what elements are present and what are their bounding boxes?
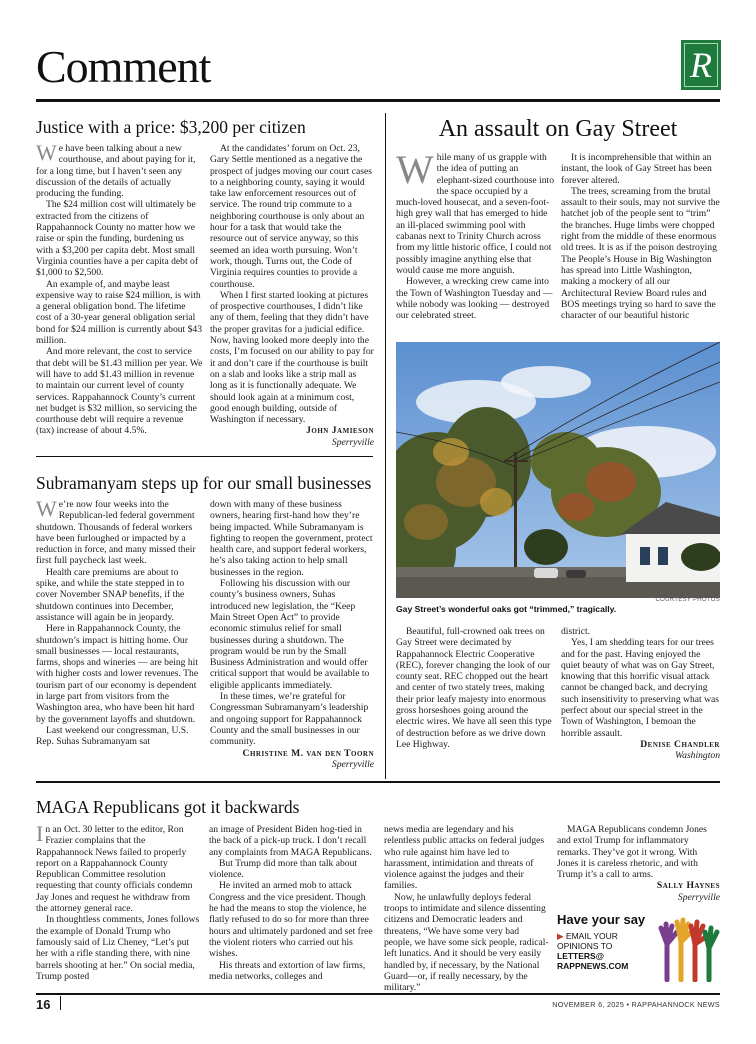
article-headline-gay-street: An assault on Gay Street — [438, 116, 678, 142]
author-place: Sperryville — [331, 436, 374, 448]
masthead-rule — [36, 99, 720, 102]
promo-title: Have your say — [557, 912, 646, 927]
author-name: Sally Haynes — [656, 880, 720, 892]
photo-caption: Gay Street’s wonderful oaks got “trimmed,” tragically. — [396, 604, 617, 614]
arrow-right-icon: ▶ — [557, 931, 564, 941]
author-name: Denise Chandler — [640, 738, 720, 750]
photo-credit: COURTESY PHOTOS — [655, 597, 720, 603]
article-justice-col2: At the candidates’ forum on Oct. 23, Gary Settle mentioned as a negative the prospect of judges moving our court cases to a neighboring county, saying it would take law enforcement resources out of service. The round trip commute to a neighboring courthouse is only about an hour for a task that would take the resource out of service anyway, so this seemed an idea worth pursuing. Won’t work, though. Turns out, the Code of Virginia requires counties to provide a courthouse. When I first started looking at pictures of prospective courthouses, I didn’t like any of them, feeling that they didn’t have the proper gravitas for a judicial edifice. Now, having looked more deeply into the costs, I’m focused on our ability to pay for it and don’t care if the courthouse is built on a slab and looks like a strip mall as long as it is functionally adequate. We should look again at a minimum cost, good enough building, outside of Washington if necessary. John Jamieson Sperryville — [210, 143, 374, 448]
author-place: Washington — [675, 750, 720, 762]
article-gay-street-col1: While many of us grapple with the idea of putting an elephant-sized courthouse into the space occupied by a much-loved housecat, and a seven-foot-high grey wall that has emerged to hide an ill-placed swimming pool with cabanas next to Trinity Church across from my little historic office, I could not possibly imagine anything else that would cause me more anguish. However, a wrecking crew came into the Town of Washington Tuesday and — while nobody was looking — destroyed our celebrated street. — [396, 147, 554, 322]
article-gay-street-col2: It is incomprehensible that within an instant, the look of Gay Street has been forever altered. The trees, screaming from the brutal assault to their souls, may not survive the hatchet job of the people sent to “trim” the branches. Huge limbs were chopped right from the middle of these enormous old trees. It is as if the poison destroying The People’s House in Big Washington has spread into Little Washington, making a mockery of all our Architectural Review Board rules and BOS meetings trying so hard to save the character of our beautiful historic — [561, 152, 720, 322]
article-gay-street-col4: district. Yes, I am shedding tears for our trees and for the past. Having enjoyed the quiet beauty of what was on Gay Street, knowing that this horrific visual attack cannot be changed back, and decrying such insensitivity to preserving what was perfect about our special street in the Town of Washington, I bemoan the horrible assault. Denise Chandler Washington — [561, 626, 720, 762]
article-headline-maga: MAGA Republicans got it backwards — [36, 797, 300, 817]
drop-cap: W — [36, 496, 57, 521]
article-maga-col4: MAGA Republicans condemn Jones and extol Trump for inflammatory remarks. They’ve got it wrong. With Jones it is careless rhetoric, and with Trump it’s a call to arms. Sally Haynes Sperryville — [557, 824, 720, 903]
article-headline-justice: Justice with a price: $3,200 per citizen — [36, 117, 306, 137]
article-headline-subramanyam: Subramanyam steps up for our small businesses — [36, 473, 372, 493]
section-divider — [36, 456, 373, 457]
article-justice-col1: We have been talking about a new courthouse, and about paying for it, for a long time, but I haven’t seen any discussion of the details of actually producing the funding. The $24 million cost will ultimately be extracted from the citizens of Rappahannock County no matter how we raise or spin the funding, burdening us with a $3,200 per capita debt. Most small Virginia counties have a per capita debt of $1,000 to $2,500. An example of, and maybe least expensive way to raise $24 million, is with a general obligation bond. The lifetime cost of a 30-year general obligation serial bond for $24 million is currently about $43 million. And more relevant, the cost to service that debt will be $1.43 million per year. We will have to add $1.43 million in revenue to maintain our current level of county services. Rappahannock County’s current net budget is $32 million, so servicing the courthouse debt will require a revenue (tax) increase of about 4.5%. — [36, 140, 203, 437]
author-place: Sperryville — [677, 891, 720, 903]
author-place: Sperryville — [331, 758, 374, 770]
author-name: Christine M. van den Toorn — [242, 747, 374, 759]
article-subramanyam-col1: We’re now four weeks into the Republican-led federal government shutdown. Thousands of federal workers have been furloughed or impacted by a reduction in force, and many missed their first full paycheck last week. Health care premiums are about to spike, and while the state stepped in to cover November SNAP benefits, if the shutdown continues into December, assistance will again be in jeopardy. Here in Rappahannock County, the shutdown’s impact is hitting home. Our small businesses — local restaurants, farms, shops and wineries — are being hit with higher costs and lower revenues. The tourism part of our economy is dependent in large part from visitors from the Washington area, who have been hit hard by the government layoffs and shutdown. Last weekend our congressman, U.S. Rep. Suhas Subramanyam sat — [36, 496, 199, 748]
page-number: 16 — [36, 997, 51, 1012]
newspaper-logo — [681, 40, 721, 90]
article-maga-col3: news media are legendary and his relentless public attacks on federal judges who rule against him have led to harassment, intimidation and threats of violence against the judges and their families. Now, he unlawfully deploys federal troops to intimidate and silence dissenting citizens and Democratic leaders and threatens, “We have some very bad people, we have some sick people, radical-left lunatics. And it should be very easily handled by, if necessary, by the National Guard—or, if really necessary, by the military.” — [384, 824, 549, 994]
photo-gay-street-trees — [396, 342, 720, 598]
article-subramanyam-col2: down with many of these business owners, hearing first-hand how they’re being impacted. While Subramanyam is fighting to reopen the government, protect health care, and support federal workers, he’s also taking action to help small businesses in the region. Following his discussion with our county’s business owners, Suhas introduced new legislation, the “Keep Main Street Open Act” to provide economic stimulus relief for small businesses during a shutdown. The program would be run by the Small Business Administration and would offer critical support that would be available to eligible applicants immediately. In these times, we’re grateful for Congressman Subramanyam’s leadership and ongoing support for Rappahannock County and the small businesses in our community. Christine M. van den Toorn Sperryville — [210, 499, 374, 770]
drop-cap: W — [36, 140, 57, 165]
raised-hands-icon — [657, 914, 721, 982]
section-divider — [36, 781, 720, 783]
email-link[interactable]: LETTERS@ — [557, 951, 605, 961]
article-maga-col1: In an Oct. 30 letter to the editor, Ron Frazier complains that the Rappahannock News failed to properly report on a Rappahannock County Republican Committee resolution requesting that county officials condemn Jay Jones and request he withdraw from the attorney general race. In thoughtless comments, Jones follows the example of Donald Trump who famously said of Liz Cheney, “Let’s put her with a rifle standing there, with nine barrels shooting at her.” On social media, Trump posted — [36, 821, 200, 982]
page-number-divider — [60, 996, 61, 1010]
have-your-say-promo[interactable]: Have your say ▶ EMAIL YOUR OPINIONS TO LETTERS@ RAPPNEWS.COM — [557, 912, 722, 984]
drop-cap: W — [396, 147, 434, 192]
logo-letter: R — [684, 43, 718, 87]
drop-cap: I — [36, 821, 44, 846]
section-title: Comment — [36, 41, 211, 92]
article-maga-col2: an image of President Biden hog-tied in the back of a pick-up truck. I don’t recall any complaints from MAGA Republicans. But Trump did more than talk about violence. He invited an armed mob to attack Congress and the vice president. Though he had the means to stop the violence, he flatly refused to do so for more than three hours and ultimately pardoned and set free the violent rioters who carried out his wishes. His threats and extortion of law firms, media networks, colleges and — [209, 824, 373, 982]
author-name: John Jamieson — [306, 425, 374, 437]
footer-rule — [36, 993, 720, 995]
email-link-domain[interactable]: RAPPNEWS.COM — [557, 961, 629, 971]
column-divider — [385, 113, 386, 779]
article-gay-street-col3: Beautiful, full-crowned oak trees on Gay Street were decimated by Rappahannock Electric Cooperative (REC), forever changing the look of our county seat. REC chopped out the heart and center of two stately trees, making their prior leafy majesty into enormous gross horseshoes going around the electric wires. We have all seen this type of destruction before as we drive down Lee Highway. — [396, 626, 552, 750]
footer-dateline: NOVEMBER 6, 2025 • RAPPAHANNOCK NEWS — [552, 1000, 720, 1009]
